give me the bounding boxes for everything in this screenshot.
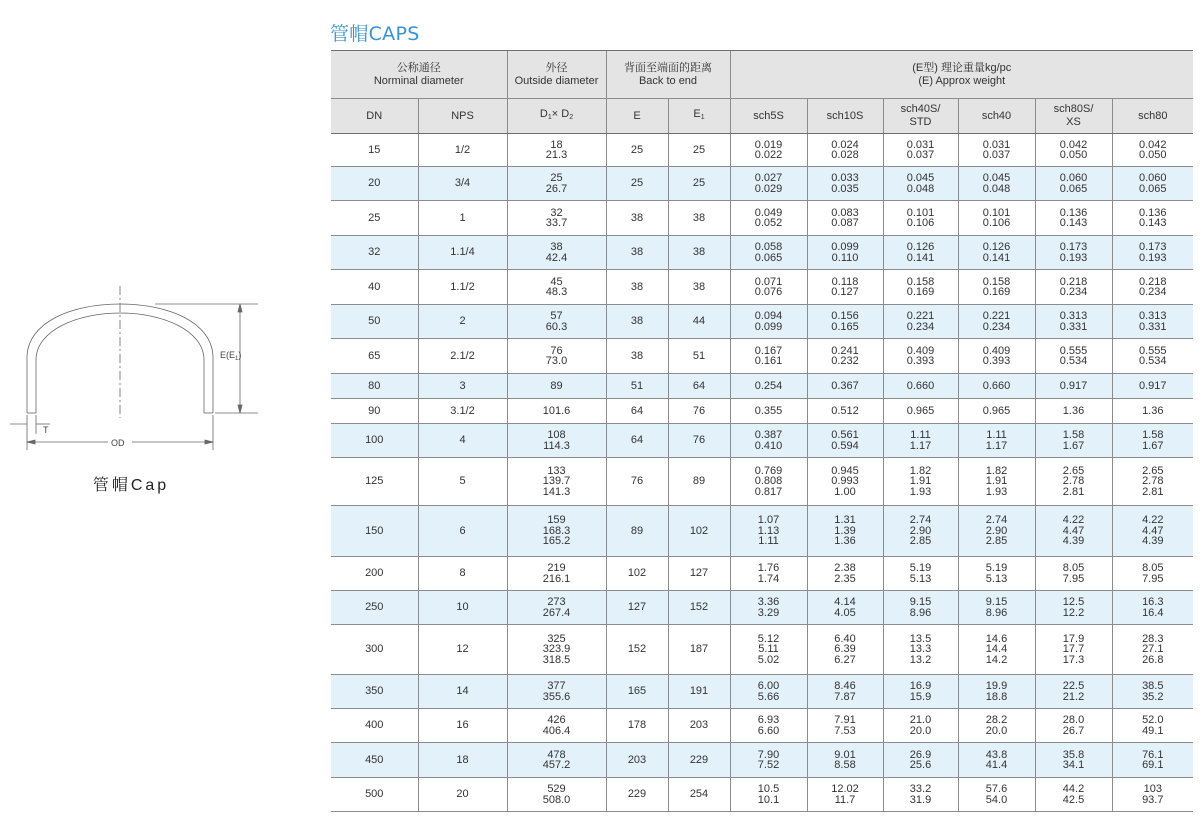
cell-sch80s: 12.5 12.2 (1035, 591, 1112, 625)
col-e: E (606, 99, 668, 134)
cell-od: 377 355.6 (507, 675, 606, 709)
cell-nps: 16 (418, 709, 507, 743)
cell-sch80: 76.1 69.1 (1112, 743, 1193, 778)
t-dimension-label: T (43, 425, 49, 435)
col-dn: DN (331, 99, 418, 134)
cell-od: 478 457.2 (507, 743, 606, 778)
cell-sch5s: 0.167 0.161 (730, 339, 807, 374)
cell-sch80: 8.05 7.95 (1112, 557, 1193, 591)
cell-sch40: 14.6 14.4 14.2 (958, 625, 1035, 675)
od-dimension-label: OD (111, 438, 125, 448)
table-row (331, 374, 1193, 399)
cell-sch80: 0.042 0.050 (1112, 134, 1193, 167)
cell-e: 102 (606, 557, 668, 591)
cell-sch5s: 0.058 0.065 (730, 236, 807, 270)
page-title: 管帽CAPS (330, 23, 420, 45)
cell-sch10s: 4.14 4.05 (807, 591, 883, 625)
cell-e1: 38 (668, 270, 730, 305)
table-row (331, 167, 1193, 201)
col-sch80: sch80 (1112, 99, 1193, 134)
cell-sch10s: 1.31 1.39 1.36 (807, 506, 883, 557)
cell-sch10s: 0.241 0.232 (807, 339, 883, 374)
cell-sch40s: 1.11 1.17 (883, 424, 958, 458)
cell-od: 38 42.4 (507, 236, 606, 270)
cell-nps: 4 (418, 424, 507, 458)
header-nominal-diameter: 公称通径 Norminal diameter (331, 51, 507, 99)
cell-sch10s: 7.91 7.53 (807, 709, 883, 743)
cell-od: 76 73.0 (507, 339, 606, 374)
cell-sch40s: 0.101 0.106 (883, 201, 958, 236)
cell-e1: 76 (668, 399, 730, 424)
cell-sch10s: 0.099 0.110 (807, 236, 883, 270)
cell-sch80: 0.173 0.193 (1112, 236, 1193, 270)
cell-sch80: 28.3 27.1 26.8 (1112, 625, 1193, 675)
cell-dn: 15 (331, 134, 418, 167)
cell-dn: 50 (331, 305, 418, 339)
cell-nps: 1.1/2 (418, 270, 507, 305)
cell-dn: 350 (331, 675, 418, 709)
cell-e1: 191 (668, 675, 730, 709)
cell-sch5s: 5.12 5.11 5.02 (730, 625, 807, 675)
cell-sch5s: 0.049 0.052 (730, 201, 807, 236)
cell-sch10s: 0.083 0.087 (807, 201, 883, 236)
cell-sch40s: 0.031 0.037 (883, 134, 958, 167)
table-row (331, 625, 1193, 675)
cell-sch10s: 0.156 0.165 (807, 305, 883, 339)
header-back-to-end: 背面至端面的距离 Back to end (606, 51, 730, 99)
cell-sch40: 0.221 0.234 (958, 305, 1035, 339)
table-row (331, 675, 1193, 709)
cell-sch40: 0.101 0.106 (958, 201, 1035, 236)
cell-sch80s: 8.05 7.95 (1035, 557, 1112, 591)
cell-e: 127 (606, 591, 668, 625)
col-sch10s: sch10S (807, 99, 883, 134)
cell-sch5s: 1.76 1.74 (730, 557, 807, 591)
table-row (331, 557, 1193, 591)
cell-e1: 38 (668, 236, 730, 270)
cell-e1: 127 (668, 557, 730, 591)
header-approx-weight: (E型) 理论重量kg/pc (E) Approx weight (730, 51, 1193, 99)
cell-dn: 100 (331, 424, 418, 458)
table-row (331, 270, 1193, 305)
table-row (331, 305, 1193, 339)
cell-nps: 1 (418, 201, 507, 236)
cell-sch80s: 0.136 0.143 (1035, 201, 1112, 236)
cap-diagram (0, 270, 300, 500)
cell-sch40s: 5.19 5.13 (883, 557, 958, 591)
cell-sch80s: 0.555 0.534 (1035, 339, 1112, 374)
cell-sch40: 0.126 0.141 (958, 236, 1035, 270)
cell-dn: 25 (331, 201, 418, 236)
cell-sch80: 16.3 16.4 (1112, 591, 1193, 625)
cell-sch80s: 0.042 0.050 (1035, 134, 1112, 167)
cell-od: 133 139.7 141.3 (507, 458, 606, 506)
cell-sch80: 1.36 (1112, 399, 1193, 424)
cell-nps: 10 (418, 591, 507, 625)
cell-sch10s: 0.561 0.594 (807, 424, 883, 458)
cell-dn: 400 (331, 709, 418, 743)
cell-e1: 44 (668, 305, 730, 339)
cell-e: 152 (606, 625, 668, 675)
cell-od: 89 (507, 374, 606, 399)
cell-sch40: 0.409 0.393 (958, 339, 1035, 374)
cell-nps: 1.1/4 (418, 236, 507, 270)
cell-e: 89 (606, 506, 668, 557)
cell-od: 32 33.7 (507, 201, 606, 236)
cell-sch80: 0.060 0.065 (1112, 167, 1193, 201)
cell-sch40: 0.158 0.169 (958, 270, 1035, 305)
table-row (331, 399, 1193, 424)
cell-e1: 76 (668, 424, 730, 458)
cell-sch80: 0.555 0.534 (1112, 339, 1193, 374)
cell-sch5s: 1.07 1.13 1.11 (730, 506, 807, 557)
header-row-groups (331, 51, 1193, 99)
cell-e: 38 (606, 236, 668, 270)
cell-dn: 150 (331, 506, 418, 557)
cell-e1: 51 (668, 339, 730, 374)
table-row (331, 591, 1193, 625)
cell-nps: 3/4 (418, 167, 507, 201)
cell-dn: 125 (331, 458, 418, 506)
caps-spec-table (331, 50, 1193, 812)
cell-sch40: 57.6 54.0 (958, 778, 1035, 812)
cell-e: 38 (606, 270, 668, 305)
cell-sch80s: 0.173 0.193 (1035, 236, 1112, 270)
cell-od: 45 48.3 (507, 270, 606, 305)
cell-nps: 5 (418, 458, 507, 506)
cell-od: 325 323.9 318.5 (507, 625, 606, 675)
cell-sch40s: 0.045 0.048 (883, 167, 958, 201)
cell-sch40s: 33.2 31.9 (883, 778, 958, 812)
cell-sch40s: 21.0 20.0 (883, 709, 958, 743)
cell-sch5s: 0.769 0.808 0.817 (730, 458, 807, 506)
cell-dn: 500 (331, 778, 418, 812)
cell-sch80: 4.22 4.47 4.39 (1112, 506, 1193, 557)
col-nps: NPS (418, 99, 507, 134)
cell-sch10s: 8.46 7.87 (807, 675, 883, 709)
cell-e1: 89 (668, 458, 730, 506)
cell-e: 51 (606, 374, 668, 399)
cell-e1: 152 (668, 591, 730, 625)
cell-e: 38 (606, 305, 668, 339)
cell-dn: 40 (331, 270, 418, 305)
cell-sch40s: 16.9 15.9 (883, 675, 958, 709)
cell-sch5s: 0.071 0.076 (730, 270, 807, 305)
table-row (331, 134, 1193, 167)
cell-sch5s: 0.254 (730, 374, 807, 399)
cell-sch5s: 6.93 6.60 (730, 709, 807, 743)
cell-od: 529 508.0 (507, 778, 606, 812)
cell-dn: 20 (331, 167, 418, 201)
cell-e1: 64 (668, 374, 730, 399)
cell-sch80: 2.65 2.78 2.81 (1112, 458, 1193, 506)
cell-od: 273 267.4 (507, 591, 606, 625)
cell-sch40s: 0.660 (883, 374, 958, 399)
cell-e: 76 (606, 458, 668, 506)
cell-sch80s: 1.36 (1035, 399, 1112, 424)
cell-e: 25 (606, 167, 668, 201)
cell-sch40: 2.74 2.90 2.85 (958, 506, 1035, 557)
cell-sch5s: 6.00 5.66 (730, 675, 807, 709)
cell-sch40s: 26.9 25.6 (883, 743, 958, 778)
cell-sch80: 0.218 0.234 (1112, 270, 1193, 305)
cell-e1: 254 (668, 778, 730, 812)
cell-od: 25 26.7 (507, 167, 606, 201)
cell-dn: 300 (331, 625, 418, 675)
cell-sch10s: 0.024 0.028 (807, 134, 883, 167)
cell-sch5s: 10.5 10.1 (730, 778, 807, 812)
cell-sch80s: 2.65 2.78 2.81 (1035, 458, 1112, 506)
cell-sch80s: 35.8 34.1 (1035, 743, 1112, 778)
cell-sch40: 5.19 5.13 (958, 557, 1035, 591)
col-d1-d2: $D_1\times D_2$ (507, 99, 606, 134)
cell-e: 38 (606, 339, 668, 374)
table-row (331, 743, 1193, 778)
cell-sch5s: 0.355 (730, 399, 807, 424)
cell-sch40s: 0.126 0.141 (883, 236, 958, 270)
cell-sch40: 1.82 1.91 1.93 (958, 458, 1035, 506)
cell-sch10s: 6.40 6.39 6.27 (807, 625, 883, 675)
table-row (331, 458, 1193, 506)
cell-sch10s: 9.01 8.58 (807, 743, 883, 778)
cell-e1: 102 (668, 506, 730, 557)
table-row (331, 506, 1193, 557)
cell-sch40s: 9.15 8.96 (883, 591, 958, 625)
cell-sch40: 9.15 8.96 (958, 591, 1035, 625)
header-row-columns (331, 99, 1193, 134)
cell-od: 18 21.3 (507, 134, 606, 167)
col-sch80s-xs: sch80S/ XS (1035, 99, 1112, 134)
table-row (331, 778, 1193, 812)
cell-dn: 80 (331, 374, 418, 399)
cell-sch80: 52.0 49.1 (1112, 709, 1193, 743)
table-row (331, 709, 1193, 743)
cell-sch40: 1.11 1.17 (958, 424, 1035, 458)
cell-sch10s: 12.02 11.7 (807, 778, 883, 812)
cell-sch40s: 0.158 0.169 (883, 270, 958, 305)
cell-od: 101.6 (507, 399, 606, 424)
e-dimension-label: $E(E_1)$ (220, 350, 242, 362)
cell-od: 219 216.1 (507, 557, 606, 591)
cell-e1: 25 (668, 134, 730, 167)
cell-e1: 187 (668, 625, 730, 675)
cell-e1: 25 (668, 167, 730, 201)
cell-nps: 18 (418, 743, 507, 778)
cell-sch80s: 0.917 (1035, 374, 1112, 399)
cell-e1: 229 (668, 743, 730, 778)
cell-sch80s: 0.313 0.331 (1035, 305, 1112, 339)
cell-od: 57 60.3 (507, 305, 606, 339)
cell-sch80s: 28.0 26.7 (1035, 709, 1112, 743)
cell-e: 64 (606, 424, 668, 458)
cell-nps: 2.1/2 (418, 339, 507, 374)
cell-sch80: 103 93.7 (1112, 778, 1193, 812)
cell-e: 64 (606, 399, 668, 424)
cell-sch40s: 2.74 2.90 2.85 (883, 506, 958, 557)
cell-od: 159 168.3 165.2 (507, 506, 606, 557)
cell-nps: 3.1/2 (418, 399, 507, 424)
cell-nps: 1/2 (418, 134, 507, 167)
cell-e: 203 (606, 743, 668, 778)
cell-sch40s: 0.965 (883, 399, 958, 424)
cell-sch80s: 0.060 0.065 (1035, 167, 1112, 201)
cell-sch80s: 17.9 17.7 17.3 (1035, 625, 1112, 675)
cell-od: 426 406.4 (507, 709, 606, 743)
cell-od: 108 114.3 (507, 424, 606, 458)
cell-dn: 90 (331, 399, 418, 424)
cell-e: 38 (606, 201, 668, 236)
cell-nps: 3 (418, 374, 507, 399)
cell-nps: 12 (418, 625, 507, 675)
cell-sch80s: 4.22 4.47 4.39 (1035, 506, 1112, 557)
cell-sch80: 0.917 (1112, 374, 1193, 399)
col-e1: $E_1$ (668, 99, 730, 134)
cell-sch80: 38.5 35.2 (1112, 675, 1193, 709)
cell-e: 178 (606, 709, 668, 743)
col-sch40s-std: sch40S/ STD (883, 99, 958, 134)
cell-sch80s: 22.5 21.2 (1035, 675, 1112, 709)
cell-e1: 38 (668, 201, 730, 236)
cell-sch80s: 0.218 0.234 (1035, 270, 1112, 305)
cell-sch40s: 13.5 13.3 13.2 (883, 625, 958, 675)
cell-sch80s: 44.2 42.5 (1035, 778, 1112, 812)
cell-e: 229 (606, 778, 668, 812)
cell-sch10s: 0.033 0.035 (807, 167, 883, 201)
header-outside-diameter: 外径 Outside diameter (507, 51, 606, 99)
cell-sch40: 0.045 0.048 (958, 167, 1035, 201)
cell-e: 25 (606, 134, 668, 167)
cell-sch40: 0.031 0.037 (958, 134, 1035, 167)
cell-dn: 200 (331, 557, 418, 591)
cell-nps: 14 (418, 675, 507, 709)
table-row (331, 424, 1193, 458)
cell-sch5s: 3.36 3.29 (730, 591, 807, 625)
cell-sch5s: 0.019 0.022 (730, 134, 807, 167)
cell-sch5s: 0.027 0.029 (730, 167, 807, 201)
cell-sch40: 28.2 20.0 (958, 709, 1035, 743)
cell-sch10s: 2.38 2.35 (807, 557, 883, 591)
cell-sch80: 0.313 0.331 (1112, 305, 1193, 339)
cell-sch40s: 0.221 0.234 (883, 305, 958, 339)
cell-sch40: 19.9 18.8 (958, 675, 1035, 709)
cell-e: 165 (606, 675, 668, 709)
cell-sch80: 0.136 0.143 (1112, 201, 1193, 236)
cell-dn: 450 (331, 743, 418, 778)
cell-sch40: 0.965 (958, 399, 1035, 424)
col-sch40: sch40 (958, 99, 1035, 134)
cell-sch5s: 0.387 0.410 (730, 424, 807, 458)
cell-nps: 6 (418, 506, 507, 557)
cap-caption: 管帽Cap (92, 477, 170, 494)
cell-sch80: 1.58 1.67 (1112, 424, 1193, 458)
cell-sch5s: 7.90 7.52 (730, 743, 807, 778)
cell-sch5s: 0.094 0.099 (730, 305, 807, 339)
cell-dn: 250 (331, 591, 418, 625)
table-row (331, 236, 1193, 270)
cell-nps: 20 (418, 778, 507, 812)
cell-nps: 8 (418, 557, 507, 591)
table-row (331, 201, 1193, 236)
cell-sch10s: 0.367 (807, 374, 883, 399)
cell-nps: 2 (418, 305, 507, 339)
cell-sch10s: 0.118 0.127 (807, 270, 883, 305)
cell-e1: 203 (668, 709, 730, 743)
cell-sch40s: 1.82 1.91 1.93 (883, 458, 958, 506)
cell-sch10s: 0.512 (807, 399, 883, 424)
cell-sch10s: 0.945 0.993 1.00 (807, 458, 883, 506)
cell-sch40: 0.660 (958, 374, 1035, 399)
table-row (331, 339, 1193, 374)
cell-sch40: 43.8 41.4 (958, 743, 1035, 778)
cell-sch40s: 0.409 0.393 (883, 339, 958, 374)
cell-dn: 32 (331, 236, 418, 270)
cell-dn: 65 (331, 339, 418, 374)
cell-sch80s: 1.58 1.67 (1035, 424, 1112, 458)
col-sch5s: sch5S (730, 99, 807, 134)
